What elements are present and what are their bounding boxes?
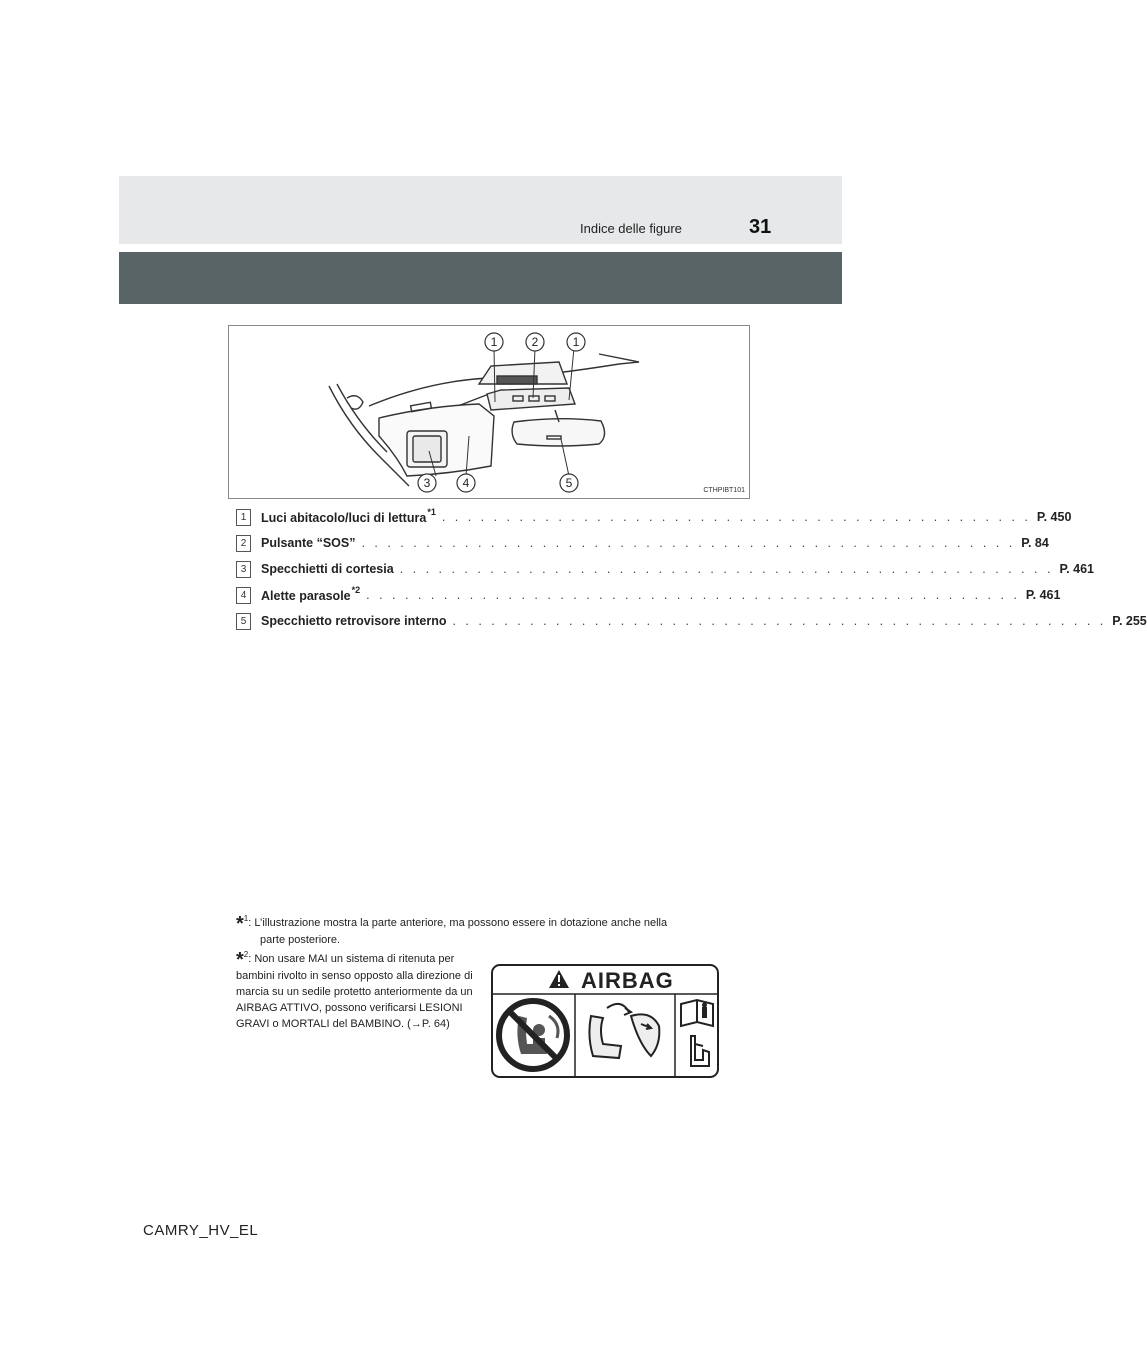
item-label: Luci abitacolo/luci di lettura$^{*1}$: [261, 506, 436, 526]
list-item: [236, 556, 1094, 582]
callout-2: 2: [531, 335, 539, 349]
roof-console-illustration: [229, 326, 751, 500]
item-number: 1: [236, 509, 251, 526]
item-label: Pulsante “SOS”: [261, 536, 356, 550]
figure-code: CTHPIBT101: [703, 487, 745, 494]
item-label: Alette parasole$^{*2}$: [261, 584, 361, 604]
document-code: CAMRY_HV_EL: [143, 1222, 259, 1239]
car-interior-figure: [228, 325, 750, 499]
footnote-2: [236, 948, 474, 1032]
no-rear-facing-seat-icon: [499, 1001, 567, 1069]
list-item: [236, 504, 1072, 530]
section-title: Indice delle figure: [580, 221, 682, 236]
item-label: Specchietti di cortesia: [261, 562, 394, 576]
callout-3: 3: [423, 476, 431, 490]
airbag-warning-graphic: [491, 964, 719, 1078]
component-list: [236, 504, 1147, 634]
leader-dots: . . . . . . . . . . . . . . . . . . . . . . . . . . . . . . . . . . . . . . . . . . . . . . . . . . .: [366, 588, 1020, 602]
footnote-marker: *: [236, 949, 244, 971]
header-band-dark: [119, 252, 842, 304]
item-number: 5: [236, 613, 251, 630]
footnote-index: 2: [243, 950, 249, 959]
item-number: 4: [236, 587, 251, 604]
footnote-text-continued: parte posteriore.: [260, 934, 341, 946]
leader-dots: . . . . . . . . . . . . . . . . . . . . . . . . . . . . . . . . . . . . . . . . . . . . . . . . . . .: [399, 562, 1054, 576]
page-reference-link[interactable]: P. 450: [1036, 510, 1072, 524]
callout-1a: 1: [490, 335, 498, 349]
list-item: [236, 582, 1061, 608]
footnote-text: : Non usare MAI un sistema di ritenuta per bambini rivolto in senso opposto alla direzione di marcia su un sedile protetto anteriormente da un AIRBAG ATTIVO, possono verificarsi LESIONI GRAVI o MORTALI del BAMBINO. (→P. 64): [236, 953, 473, 1030]
footnote-text: : L’illustrazione mostra la parte anteriore, ma possono essere in dotazione anche nella: [248, 917, 668, 929]
callout-4: 4: [462, 476, 470, 490]
leader-dots: . . . . . . . . . . . . . . . . . . . . . . . . . . . . . . . . . . . . . . . . . . . . . .: [441, 510, 1031, 524]
callout-5: 5: [565, 476, 573, 490]
page-reference-link[interactable]: P. 461: [1059, 562, 1094, 576]
leader-dots: . . . . . . . . . . . . . . . . . . . . . . . . . . . . . . . . . . . . . . . . . . . . . . . . . . .: [361, 536, 1016, 550]
header-band-light: [119, 176, 842, 244]
airbag-title: AIRBAG: [581, 968, 674, 993]
leader-dots: . . . . . . . . . . . . . . . . . . . . . . . . . . . . . . . . . . . . . . . . . . . . . . . . . . .: [452, 614, 1107, 628]
list-item: [236, 608, 1147, 634]
list-item: [236, 530, 1049, 556]
footnote-marker: *: [236, 913, 244, 935]
page-reference-link[interactable]: P. 84: [1021, 536, 1049, 550]
item-label: Specchietto retrovisore interno: [261, 614, 447, 628]
airbag-warning-label: [491, 964, 719, 1078]
item-number: 3: [236, 561, 251, 578]
footnote-1: [236, 912, 726, 948]
callout-1b: 1: [572, 335, 580, 349]
footnote-index: 1: [243, 914, 249, 923]
page-number: 31: [749, 216, 772, 238]
item-number: 2: [236, 535, 251, 552]
page-reference-link[interactable]: P. 255: [1112, 614, 1147, 628]
page-reference-link[interactable]: P. 461: [1025, 588, 1061, 602]
